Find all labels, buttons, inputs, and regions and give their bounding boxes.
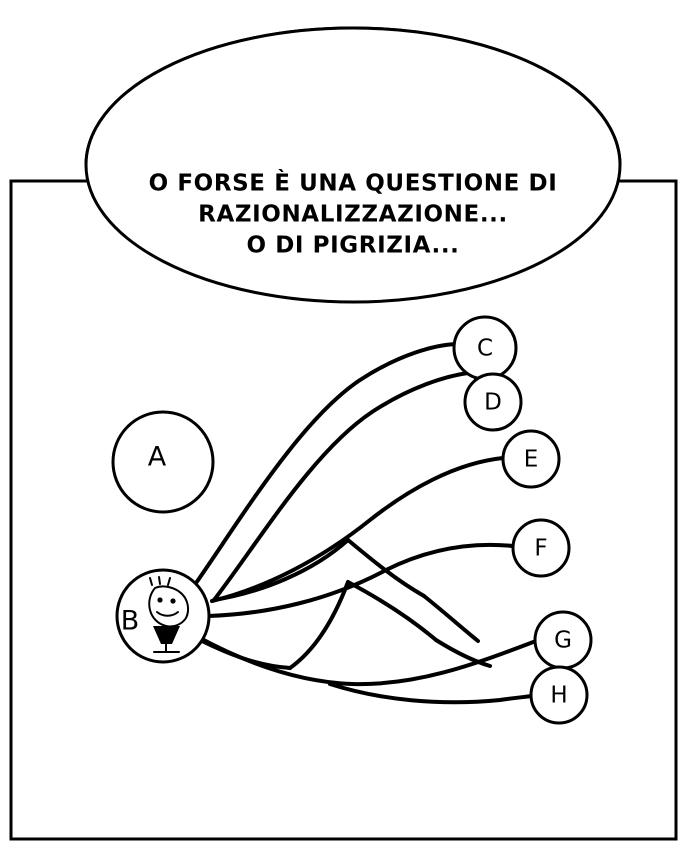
speech-bubble-line-5: RAZIONALIZZAZIONE... bbox=[198, 201, 508, 228]
node-e-label: E bbox=[523, 446, 539, 473]
speech-bubble-line-6: O DI PIGRIZIA... bbox=[246, 232, 460, 259]
node-a-label: A bbox=[147, 441, 167, 473]
node-g-label: G bbox=[554, 627, 572, 654]
node-c-label: C bbox=[476, 335, 494, 362]
node-d-label: D bbox=[484, 389, 502, 416]
node-b-label: B bbox=[120, 605, 140, 637]
node-f-label: F bbox=[534, 535, 548, 562]
node-h-label: H bbox=[550, 682, 568, 709]
speech-bubble-top-arc bbox=[86, 28, 620, 165]
speech-bubble-line-4: O FORSE È UNA QUESTIONE DI bbox=[148, 170, 558, 197]
